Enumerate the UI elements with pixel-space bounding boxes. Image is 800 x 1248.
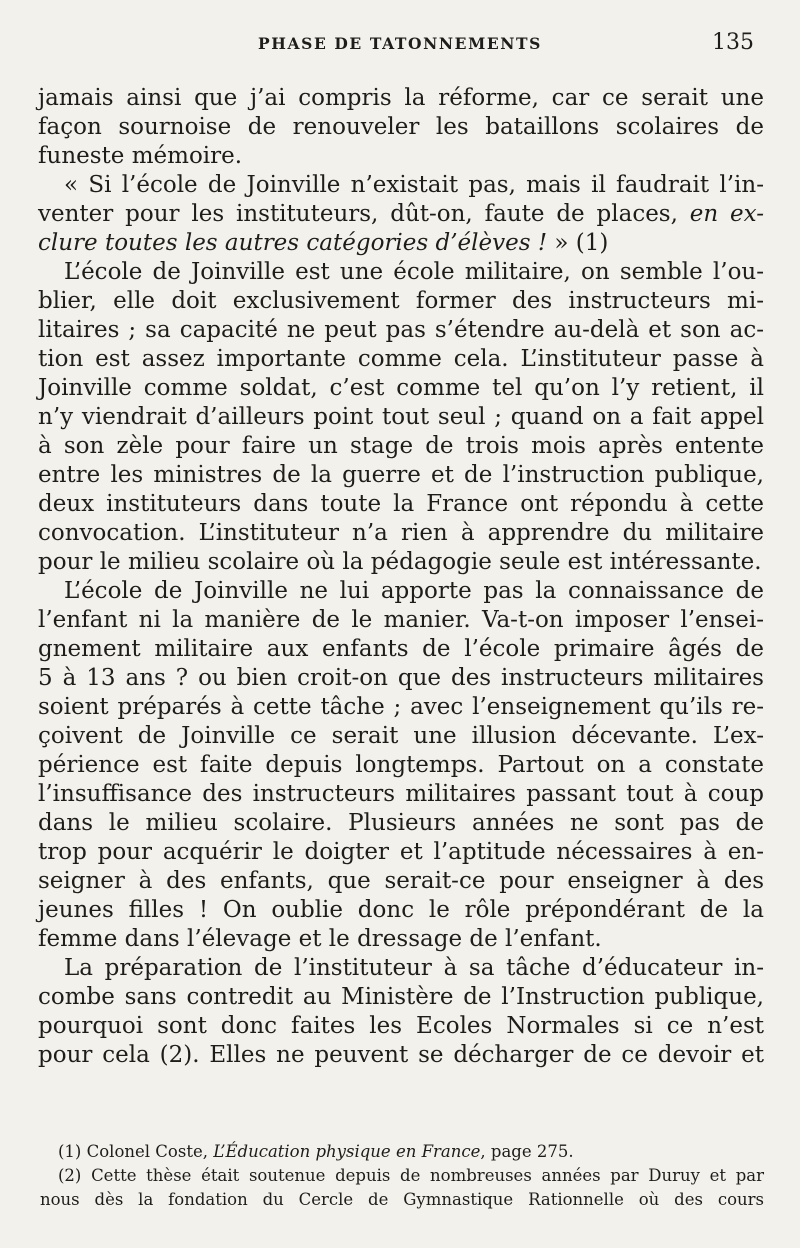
- text-line: litaires ; sa capacité ne peut pas s’étendre au-delà et son ac-: [38, 317, 764, 343]
- text-line: n’y viendrait d’ailleurs point tout seul ; quand on a fait appel: [38, 404, 764, 430]
- page-number: 135: [712, 30, 754, 55]
- footnote-line: (2) Cette thèse était soutenue depuis de nombreuses années par Duruy et par: [58, 1166, 764, 1185]
- text-line: L’école de Joinville ne lui apporte pas la connaissance de: [64, 578, 764, 604]
- text-line: pour le milieu scolaire où la pédagogie seule est intéressante.: [38, 549, 762, 575]
- italic-text: clure toutes les autres catégories d’élèves !: [38, 230, 548, 256]
- footnote-line: (1) Colonel Coste, L’Éducation physique en France, page 275.: [58, 1142, 574, 1161]
- text-line: tion est assez importante comme cela. L’instituteur passe à: [38, 346, 764, 372]
- text-line: façon sournoise de renouveler les bataillons scolaires de: [38, 114, 764, 140]
- text-line: La préparation de l’instituteur à sa tâche d’éducateur in-: [64, 955, 764, 981]
- body-text: [38, 84, 764, 1070]
- italic-text: en ex-: [689, 201, 765, 227]
- text-line: funeste mémoire.: [38, 143, 243, 169]
- page-header: [0, 30, 800, 58]
- text-line: pourquoi sont donc faites les Ecoles Normales si ce n’est: [38, 1013, 764, 1039]
- text-line: périence est faite depuis longtemps. Partout on a constate: [38, 752, 764, 778]
- text-line: venter pour les instituteurs, dût-on, faute de places, en ex-: [38, 201, 765, 227]
- text-line: entre les ministres de la guerre et de l’instruction publique,: [38, 462, 764, 488]
- text-line: çoivent de Joinville ce serait une illusion décevante. L’ex-: [38, 723, 764, 749]
- text-line: convocation. L’instituteur n’a rien à apprendre du militaire: [38, 520, 764, 546]
- text-line: pour cela (2). Elles ne peuvent se décharger de ce devoir et: [38, 1042, 764, 1068]
- text-line: blier, elle doit exclusivement former des instructeurs mi-: [38, 288, 764, 314]
- italic-text: L’Éducation physique en France: [213, 1142, 481, 1161]
- running-title: PHASE DE TATONNEMENTS: [258, 34, 542, 53]
- text-line: trop pour acquérir le doigter et l’aptitude nécessaires à en-: [38, 839, 764, 865]
- text-line: dans le milieu scolaire. Plusieurs années ne sont pas de: [38, 810, 764, 836]
- text-line: l’insuffisance des instructeurs militaires passant tout à coup: [38, 781, 764, 807]
- text-line: jeunes filles ! On oublie donc le rôle prépondérant de la: [38, 897, 764, 923]
- text-line: gnement militaire aux enfants de l’école primaire âgés de: [38, 636, 764, 662]
- text-line: L’école de Joinville est une école militaire, on semble l’ou-: [64, 259, 764, 285]
- text-line: l’enfant ni la manière de le manier. Va-t-on imposer l’ensei-: [38, 607, 764, 633]
- text-line: femme dans l’élevage et le dressage de l’enfant.: [38, 926, 602, 952]
- text-line: combe sans contredit au Ministère de l’Instruction publique,: [38, 984, 764, 1010]
- text-line: soient préparés à cette tâche ; avec l’enseignement qu’ils re-: [38, 694, 764, 720]
- text-line: Joinville comme soldat, c’est comme tel qu’on l’y retient, il: [38, 375, 764, 401]
- text-line: clure toutes les autres catégories d’élèves ! » (1): [38, 230, 609, 256]
- text-line: deux instituteurs dans toute la France ont répondu à cette: [38, 491, 764, 517]
- text-line: à son zèle pour faire un stage de trois mois après entente: [38, 433, 764, 459]
- text-line: 5 à 13 ans ? ou bien croit-on que des instructeurs militaires: [38, 665, 764, 691]
- footnotes: [40, 1140, 764, 1212]
- text-line: seigner à des enfants, que serait-ce pour enseigner à des: [38, 868, 764, 894]
- text-line: « Si l’école de Joinville n’existait pas, mais il faudrait l’in-: [64, 172, 764, 198]
- footnote-line: nous dès la fondation du Cercle de Gymnastique Rationnelle où des cours: [40, 1190, 764, 1209]
- text-line: jamais ainsi que j’ai compris la réforme, car ce serait une: [38, 85, 764, 111]
